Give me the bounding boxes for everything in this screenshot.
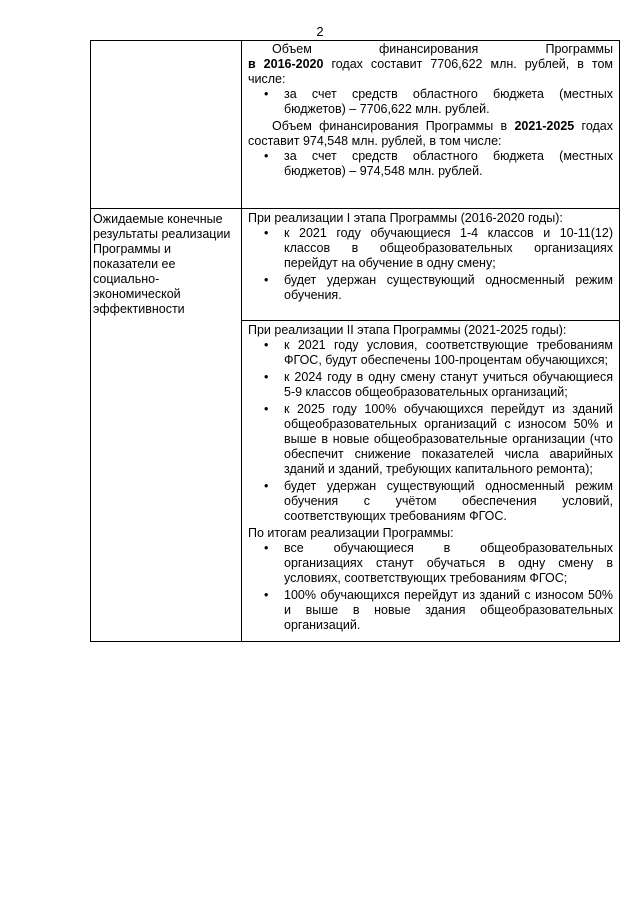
- stage1-item: • будет удержан существующий односменный режим обучения.: [284, 273, 613, 303]
- finance-paragraph-1-cont: [248, 57, 613, 87]
- finance-p1-prefix: Объем финансирования Программы: [272, 42, 613, 56]
- stage1-item: • к 2021 году обучающиеся 1-4 классов и 10-11(12) классов в общеобразовательных организациях перейдут на обучение в одну смену;: [284, 226, 613, 271]
- results-row-stage1: [91, 209, 620, 321]
- stage1-heading: При реализации I этапа Программы (2016-2020 годы):: [248, 211, 563, 225]
- summary-item: • 100% обучающихся перейдут из зданий с износом 50% и выше в новые здания общеобразовательных организаций.: [284, 588, 613, 633]
- finance-p2-rest: годах составит 974,548 млн. рублей, в том числе:: [248, 119, 613, 148]
- page-number: 2: [316, 24, 324, 39]
- results-label-cell: [91, 209, 242, 642]
- stage2-cell: [242, 321, 620, 642]
- finance-p1-rest: годах составит 7706,622 млн. рублей, в том числе:: [248, 57, 613, 86]
- finance-p2-prefix: Объем финансирования Программы в: [272, 119, 515, 133]
- summary-item: • все обучающиеся в общеобразовательных организациях станут обучаться в одну смену в условиях, соответствующих требованиям ФГОС;: [284, 541, 613, 586]
- stage2-item: • будет удержан существующий односменный режим обучения с учётом обеспечения условий, соответствующих требованиям ФГОС.: [284, 479, 613, 524]
- finance-item-2: • за счет средств областного бюджета (местных бюджетов) – 974,548 млн. рублей.: [284, 149, 613, 179]
- stage2-item: • к 2021 году условия, соответствующие требованиям ФГОС, будут обеспечены 100-процентам обучающихся;: [284, 338, 613, 368]
- finance-row: [91, 41, 620, 209]
- stage2-list: [248, 338, 613, 524]
- program-passport-table: [90, 40, 620, 642]
- finance-paragraph-1: [248, 42, 613, 57]
- stage2-item: • к 2024 году в одну смену станут учиться обучающиеся 5-9 классов общеобразовательных организаций;: [284, 370, 613, 400]
- finance-list-1: [248, 87, 613, 117]
- finance-content-cell: [242, 41, 620, 209]
- summary-heading: По итогам реализации Программы:: [248, 526, 454, 540]
- results-label: Ожидаемые конечные результаты реализации Программы и показатели ее социально-экономической эффективности: [93, 212, 231, 316]
- finance-p1-years: в 2016-2020: [248, 57, 324, 71]
- summary-list: [248, 541, 613, 633]
- stage1-list: [248, 226, 613, 303]
- finance-p2-years: 2021-2025: [514, 119, 575, 133]
- stage2-item: • к 2025 году 100% обучающихся перейдут из зданий общеобразовательных организаций с износом 50% и выше в новые общеобразовательные организации (что обеспечит снижение показателей числа аварийных зданий и зданий, требующих капитального ремонта);: [284, 402, 613, 477]
- finance-item-1: • за счет средств областного бюджета (местных бюджетов) – 7706,622 млн. рублей.: [284, 87, 613, 117]
- finance-paragraph-2: [248, 119, 613, 149]
- finance-label-cell: [91, 41, 242, 209]
- finance-list-2: [248, 149, 613, 179]
- stage2-heading: При реализации II этапа Программы (2021-2025 годы):: [248, 323, 567, 337]
- stage1-cell: [242, 209, 620, 321]
